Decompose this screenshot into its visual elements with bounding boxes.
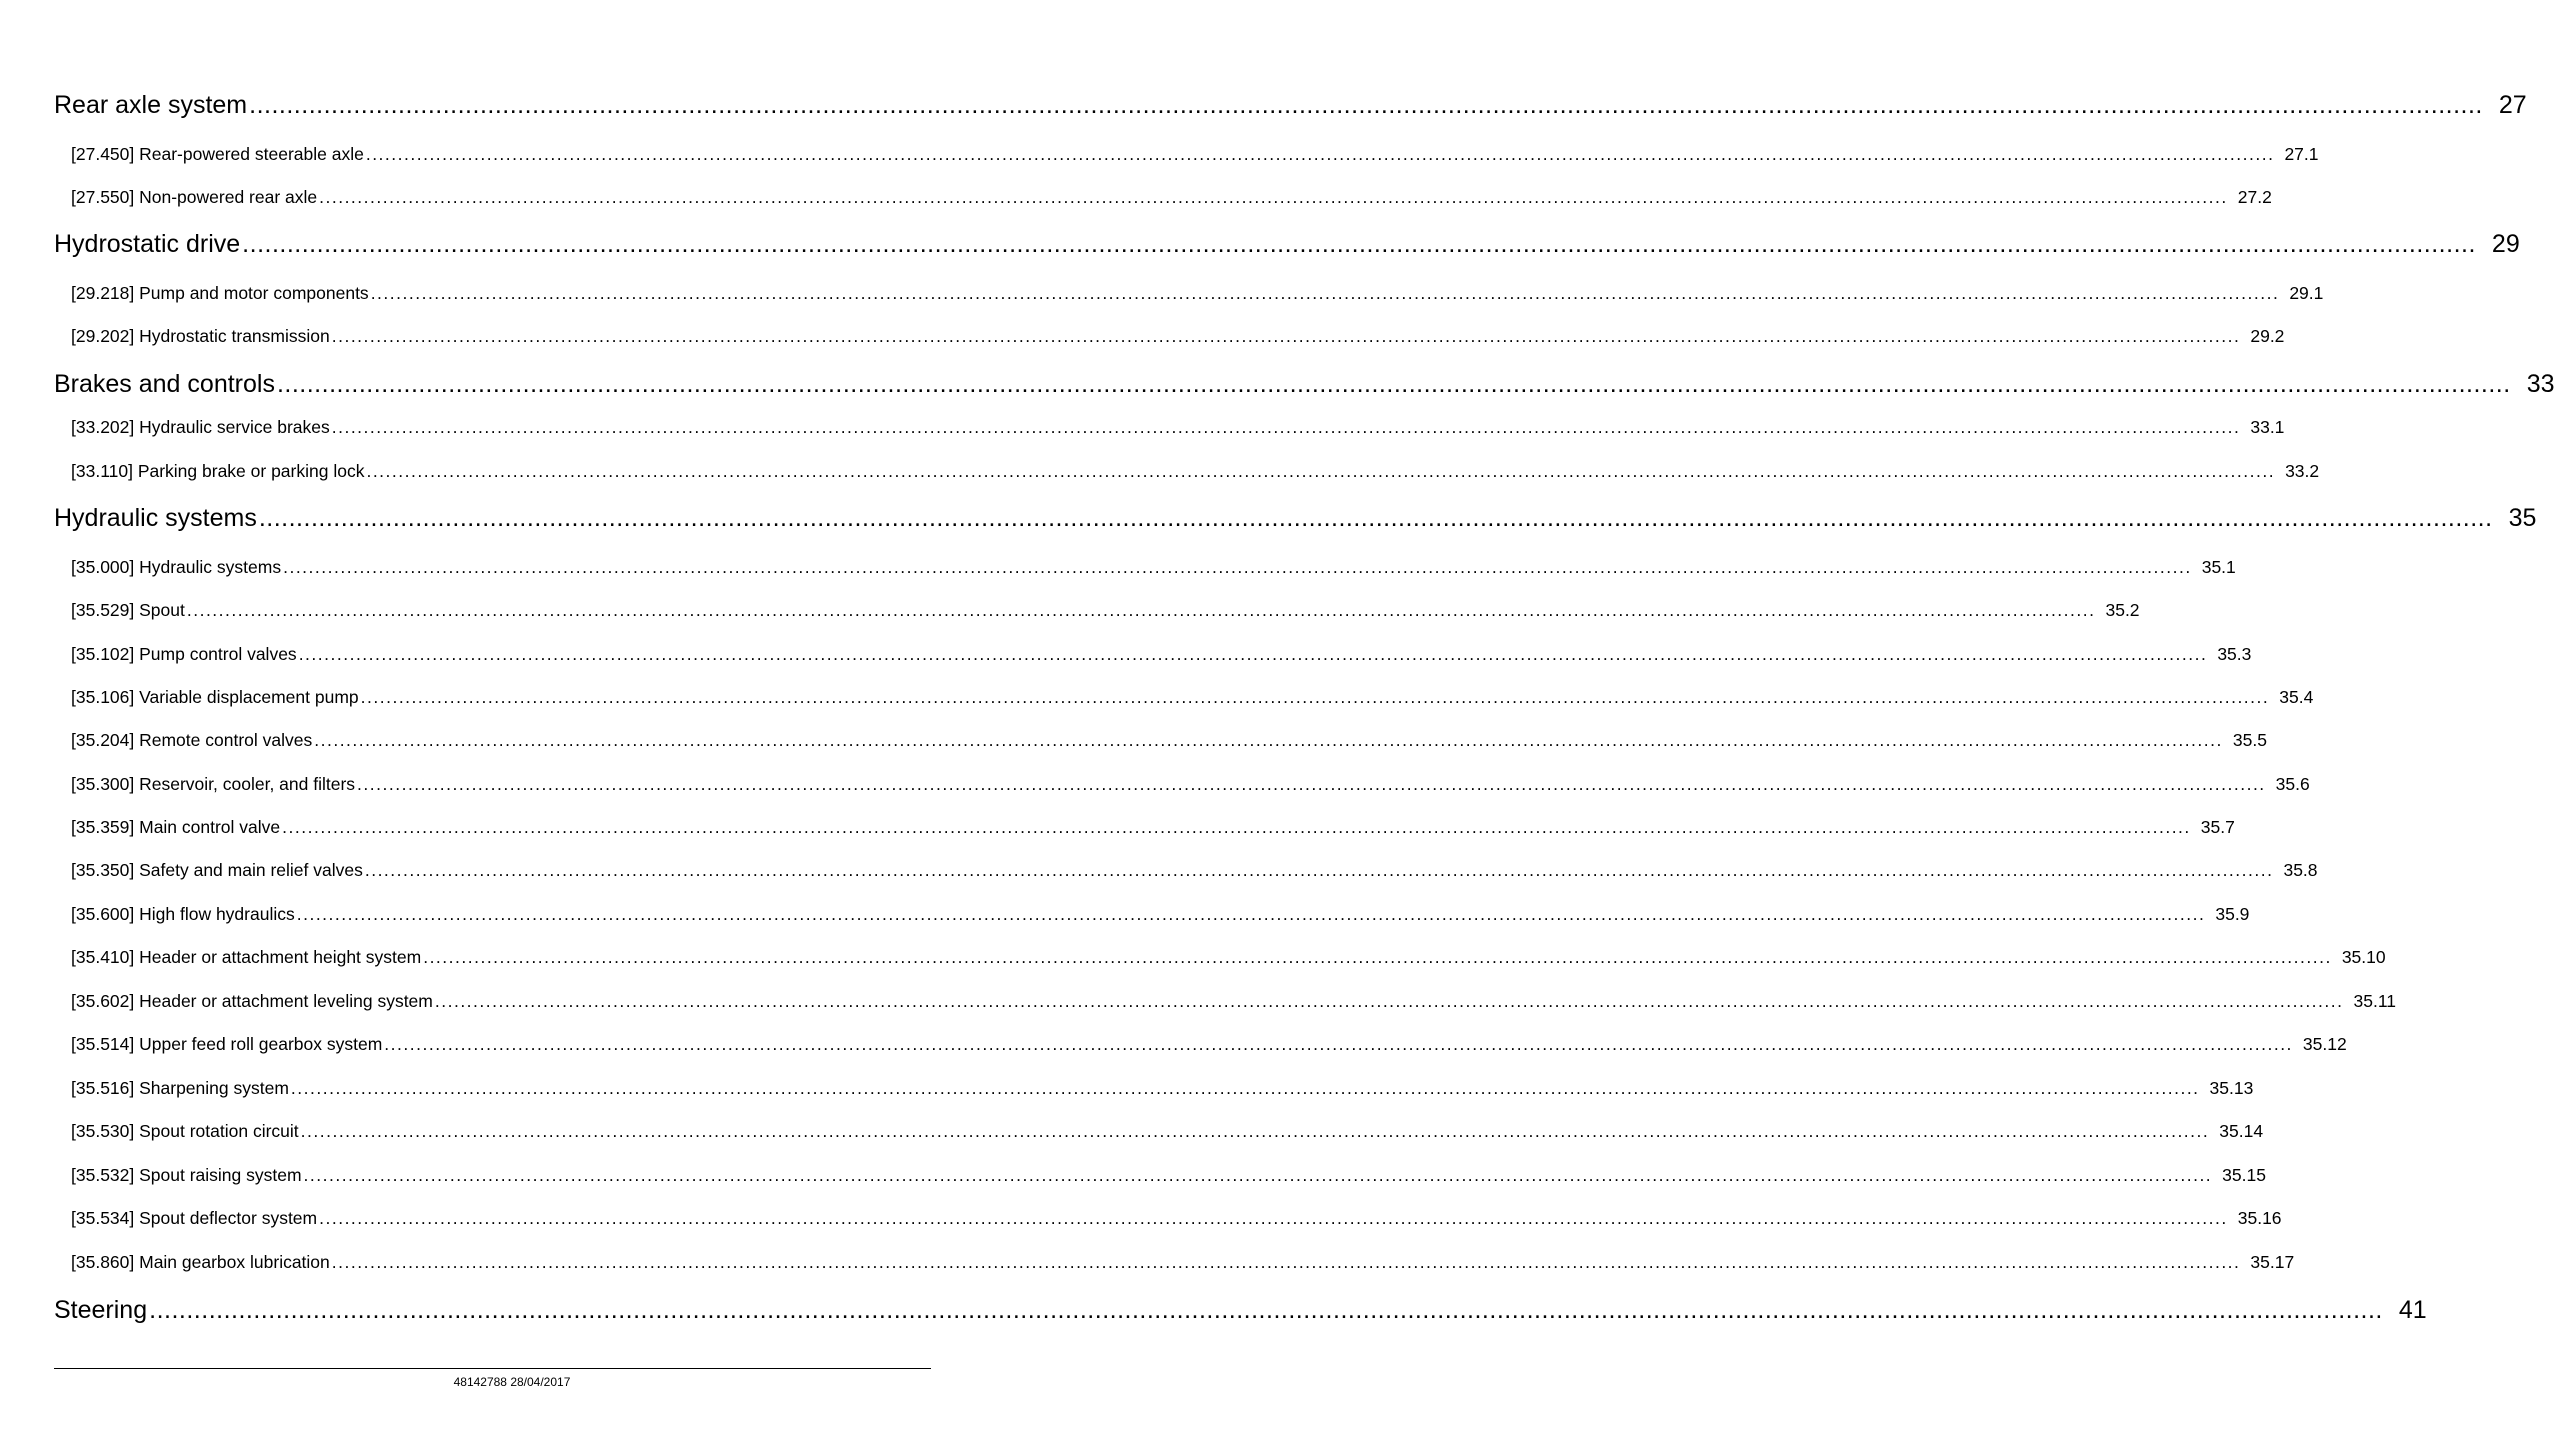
toc-entry-title: [33.110] Parking brake or parking lock — [71, 461, 365, 481]
toc-entry-page: 33.2 — [2285, 461, 2320, 481]
toc-entry-page: 35.9 — [2215, 904, 2250, 924]
toc-entry-title: Hydraulic systems — [54, 504, 257, 532]
toc-section-entry[interactable] — [54, 90, 2527, 120]
toc-subsection-entry[interactable] — [71, 1251, 2295, 1273]
toc-entry-title: [29.202] Hydrostatic transmission — [71, 326, 330, 346]
toc-entry-title: [27.450] Rear-powered steerable axle — [71, 144, 364, 164]
toc-entry-title: [35.516] Sharpening system — [71, 1078, 289, 1098]
toc-dot-leader: ............................................................................................................................................................................................................................................................................................................ — [283, 557, 2192, 577]
toc-entry-page: 35.11 — [2353, 991, 2396, 1011]
toc-subsection-entry[interactable] — [71, 686, 2314, 708]
toc-entry-title: [35.350] Safety and main relief valves — [71, 860, 363, 880]
toc-entry-page: 35.12 — [2302, 1034, 2347, 1054]
toc-subsection-entry[interactable] — [71, 143, 2319, 165]
toc-entry-page: 29.1 — [2289, 283, 2324, 303]
toc-dot-leader: ............................................................................................................................................................................................................................................................................................................ — [370, 283, 2280, 303]
toc-dot-leader: ............................................................................................................................................................................................................................................................................................................ — [434, 991, 2344, 1011]
toc-subsection-entry[interactable] — [71, 1207, 2282, 1229]
toc-entry-title: Rear axle system — [54, 91, 248, 119]
toc-subsection-entry[interactable] — [71, 416, 2285, 438]
toc-dot-leader: ............................................................................................................................................................................................................................................................................................................ — [298, 644, 2208, 664]
toc-entry-title: [35.532] Spout raising system — [71, 1165, 302, 1185]
toc-dot-leader: ............................................................................................................................................................................................................................................................................................................ — [319, 187, 2228, 207]
toc-entry-title: [35.359] Main control valve — [71, 817, 281, 837]
toc-entry-title: [35.514] Upper feed roll gearbox system — [71, 1034, 383, 1054]
toc-entry-page: 27.2 — [2237, 187, 2272, 207]
toc-subsection-entry[interactable] — [71, 1164, 2266, 1186]
toc-entry-page: 35 — [2508, 504, 2537, 532]
toc-entry-page: 35.15 — [2222, 1165, 2266, 1185]
toc-entry-page: 35.2 — [2105, 600, 2140, 620]
toc-dot-leader: ............................................................................................................................................................................................................................................................................................................ — [303, 1165, 2213, 1185]
toc-entry-page: 35.5 — [2232, 730, 2267, 750]
toc-subsection-entry[interactable] — [71, 186, 2272, 208]
toc-entry-title: [35.000] Hydraulic systems — [71, 557, 282, 577]
toc-subsection-entry[interactable] — [71, 903, 2250, 925]
toc-entry-title: Steering — [54, 1296, 148, 1324]
toc-subsection-entry[interactable] — [71, 1077, 2254, 1099]
toc-dot-leader: ............................................................................................................................................................................................................................................................................................................ — [249, 91, 2483, 119]
toc-entry-title: [27.550] Non-powered rear axle — [71, 187, 318, 207]
toc-entry-page: 35.4 — [2279, 687, 2314, 707]
toc-entry-title: [35.204] Remote control valves — [71, 730, 313, 750]
toc-subsection-entry[interactable] — [71, 1120, 2264, 1142]
toc-entry-page: 35.10 — [2341, 947, 2386, 967]
toc-entry-page: 35.14 — [2219, 1121, 2264, 1141]
toc-subsection-entry[interactable] — [71, 946, 2386, 968]
toc-section-entry[interactable] — [54, 229, 2520, 259]
toc-entry-title: [35.600] High flow hydraulics — [71, 904, 295, 924]
toc-subsection-entry[interactable] — [71, 325, 2285, 347]
toc-entry-title: [35.534] Spout deflector system — [71, 1208, 318, 1228]
toc-entry-title: [35.102] Pump control valves — [71, 644, 297, 664]
toc-section-entry[interactable] — [54, 503, 2537, 533]
toc-dot-leader: ............................................................................................................................................................................................................................................................................................................ — [366, 461, 2276, 481]
toc-dot-leader: ............................................................................................................................................................................................................................................................................................................ — [364, 860, 2274, 880]
toc-dot-leader: ............................................................................................................................................................................................................................................................................................................ — [300, 1121, 2210, 1141]
toc-dot-leader: ............................................................................................................................................................................................................................................................................................................ — [331, 1252, 2241, 1272]
toc-dot-leader: ............................................................................................................................................................................................................................................................................................................ — [186, 600, 2096, 620]
toc-entry-title: [35.300] Reservoir, cooler, and filters — [71, 774, 356, 794]
toc-entry-page: 29.2 — [2250, 326, 2285, 346]
toc-subsection-entry[interactable] — [71, 556, 2236, 578]
toc-entry-title: [29.218] Pump and motor components — [71, 283, 369, 303]
toc-subsection-entry[interactable] — [71, 773, 2310, 795]
toc-dot-leader: ............................................................................................................................................................................................................................................................................................................ — [290, 1078, 2200, 1098]
toc-entry-page: 41 — [2398, 1296, 2427, 1324]
toc-entry-page: 35.6 — [2275, 774, 2310, 794]
toc-entry-title: [33.202] Hydraulic service brakes — [71, 417, 330, 437]
toc-entry-page: 35.8 — [2283, 860, 2318, 880]
toc-subsection-entry[interactable] — [71, 816, 2235, 838]
toc-section-entry[interactable] — [54, 369, 2555, 399]
toc-dot-leader: ............................................................................................................................................................................................................................................................................................................ — [282, 817, 2191, 837]
toc-subsection-entry[interactable] — [71, 599, 2140, 621]
toc-entry-page: 35.13 — [2209, 1078, 2254, 1098]
footer-doc-ref: 48142788 28/04/2017 — [453, 1375, 571, 1389]
toc-entry-page: 27.1 — [2284, 144, 2319, 164]
toc-entry-page: 27 — [2498, 91, 2527, 119]
toc-entry-page: 35.1 — [2201, 557, 2236, 577]
toc-subsection-entry[interactable] — [71, 460, 2320, 482]
toc-section-entry[interactable] — [54, 1295, 2427, 1325]
toc-entry-page: 29 — [2491, 230, 2520, 258]
toc-dot-leader: ............................................................................................................................................................................................................................................................................................................ — [331, 326, 2241, 346]
toc-entry-title: Brakes and controls — [54, 370, 275, 398]
toc-dot-leader: ............................................................................................................................................................................................................................................................................................................ — [357, 774, 2266, 794]
toc-entry-title: [35.410] Header or attachment height system — [71, 947, 422, 967]
toc-entry-page: 35.16 — [2237, 1208, 2282, 1228]
footer-divider — [54, 1368, 931, 1369]
toc-dot-leader: ............................................................................................................................................................................................................................................................................................................ — [296, 904, 2206, 924]
toc-subsection-entry[interactable] — [71, 1033, 2347, 1055]
toc-dot-leader: ............................................................................................................................................................................................................................................................................................................ — [384, 1034, 2293, 1054]
toc-entry-page: 35.17 — [2250, 1252, 2295, 1272]
toc-entry-page: 33 — [2526, 370, 2555, 398]
toc-entry-title: [35.106] Variable displacement pump — [71, 687, 359, 707]
toc-subsection-entry[interactable] — [71, 859, 2318, 881]
toc-entry-title: [35.602] Header or attachment leveling system — [71, 991, 433, 1011]
toc-subsection-entry[interactable] — [71, 282, 2324, 304]
toc-dot-leader: ............................................................................................................................................................................................................................................................................................................ — [331, 417, 2241, 437]
toc-dot-leader: ............................................................................................................................................................................................................................................................................................................ — [314, 730, 2223, 750]
toc-dot-leader: ............................................................................................................................................................................................................................................................................................................ — [258, 504, 2493, 532]
toc-entry-page: 35.3 — [2217, 644, 2252, 664]
toc-dot-leader: ............................................................................................................................................................................................................................................................................................................ — [365, 144, 2275, 164]
toc-dot-leader: ............................................................................................................................................................................................................................................................................................................ — [149, 1296, 2383, 1324]
toc-entry-title: [35.529] Spout — [71, 600, 185, 620]
toc-entry-page: 35.7 — [2200, 817, 2235, 837]
toc-dot-leader: ............................................................................................................................................................................................................................................................................................................ — [242, 230, 2476, 258]
toc-dot-leader: ............................................................................................................................................................................................................................................................................................................ — [276, 370, 2511, 398]
toc-entry-page: 33.1 — [2250, 417, 2285, 437]
toc-entry-title: [35.530] Spout rotation circuit — [71, 1121, 299, 1141]
toc-subsection-entry[interactable] — [71, 643, 2252, 665]
toc-dot-leader: ............................................................................................................................................................................................................................................................................................................ — [423, 947, 2332, 967]
toc-entry-title: Hydrostatic drive — [54, 230, 241, 258]
toc-subsection-entry[interactable] — [71, 729, 2267, 751]
toc-dot-leader: ............................................................................................................................................................................................................................................................................................................ — [319, 1208, 2228, 1228]
toc-dot-leader: ............................................................................................................................................................................................................................................................................................................ — [360, 687, 2270, 707]
toc-subsection-entry[interactable] — [71, 990, 2396, 1012]
toc-entry-title: [35.860] Main gearbox lubrication — [71, 1252, 330, 1272]
